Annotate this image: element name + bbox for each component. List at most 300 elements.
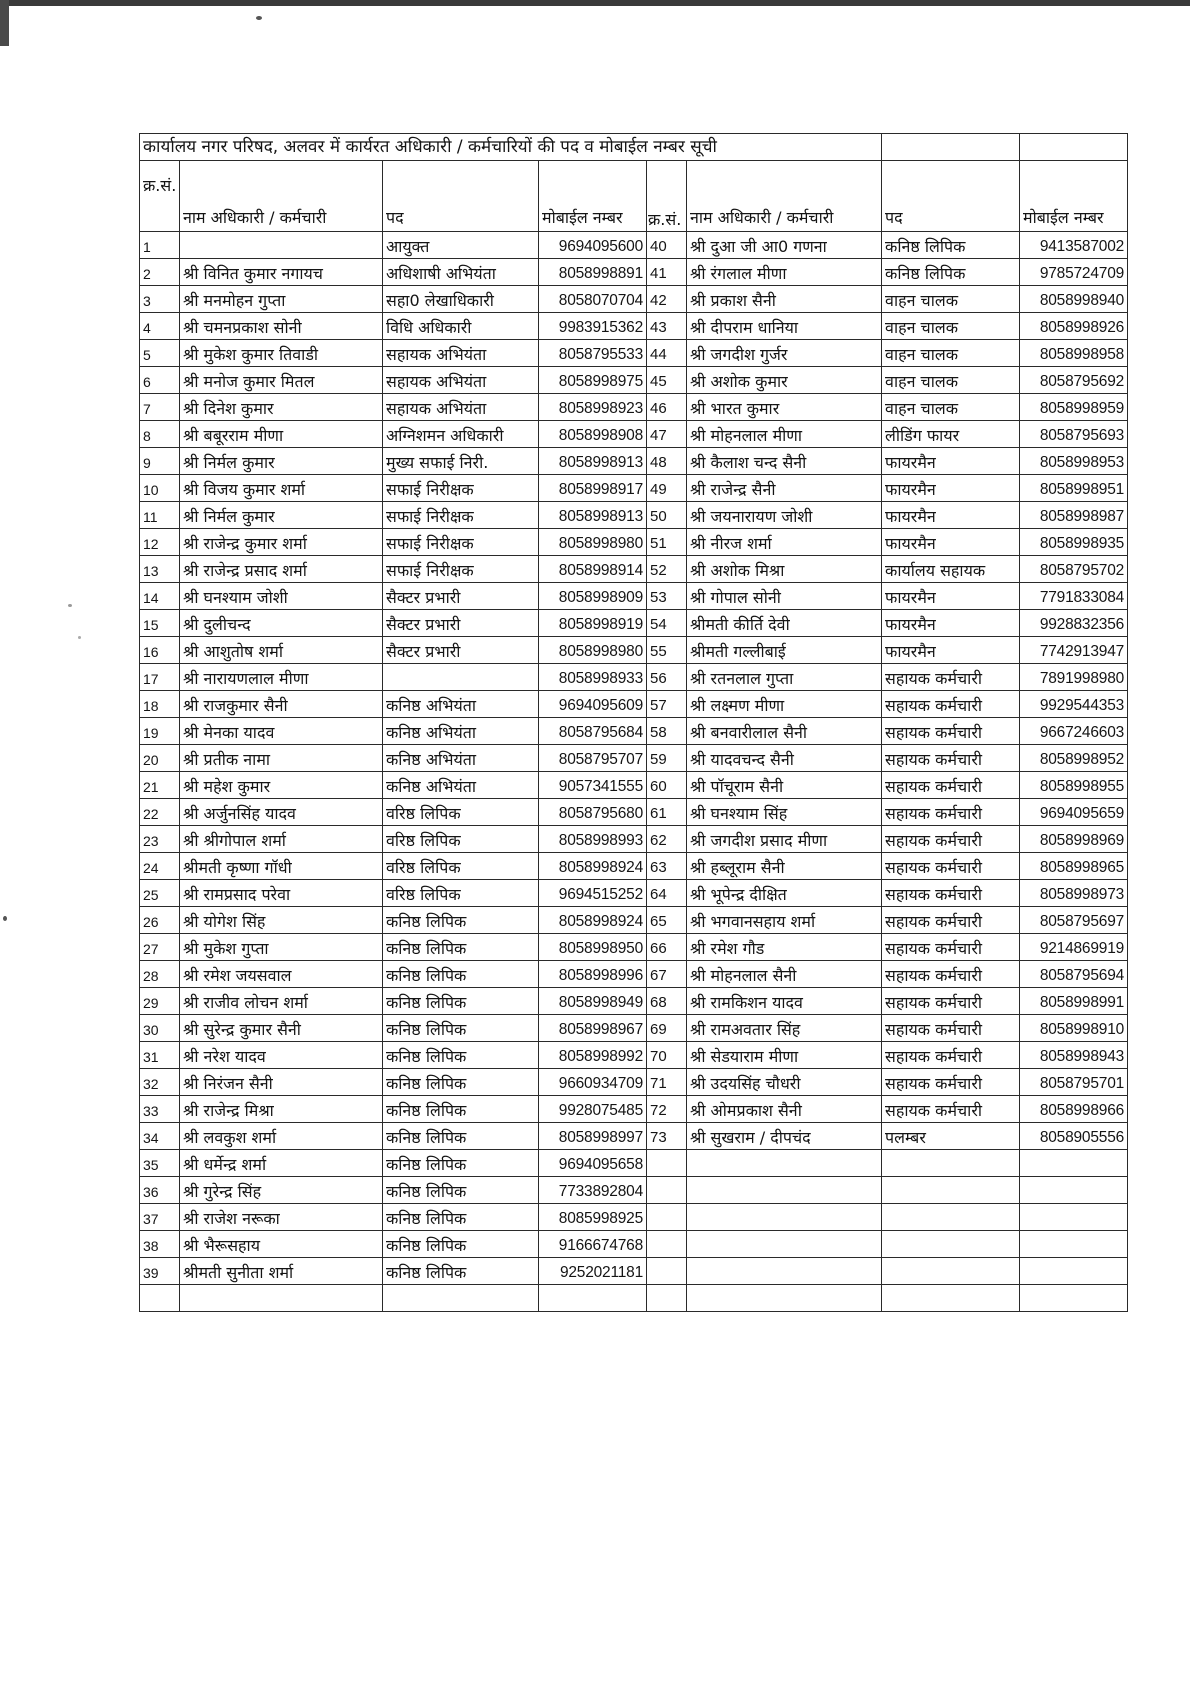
cell-name-2: श्री सेडयाराम मीणा	[687, 1042, 882, 1069]
cell-post: कनिष्ठ लिपिक	[383, 1150, 539, 1177]
cell-name-2	[687, 1231, 882, 1258]
cell-sn: 26	[140, 907, 180, 934]
cell-post: कनिष्ठ लिपिक	[383, 1096, 539, 1123]
cell-post: वरिष्ठ लिपिक	[383, 880, 539, 907]
cell-post-2: कार्यालय सहायक	[882, 556, 1020, 583]
cell-sn-2: 50	[647, 502, 687, 529]
cell-name: श्री महेश कुमार	[180, 772, 383, 799]
cell-name: श्री मनोज कुमार मितल	[180, 367, 383, 394]
cell-mobile-2	[1020, 1231, 1128, 1258]
cell-name-2: श्री घनश्याम सिंह	[687, 799, 882, 826]
cell-sn-2	[647, 1204, 687, 1231]
cell-post-2: सहायक कर्मचारी	[882, 1069, 1020, 1096]
cell-sn-2: 40	[647, 232, 687, 259]
cell-mobile: 8058795533	[539, 340, 647, 367]
cell-name: श्री नरेश यादव	[180, 1042, 383, 1069]
cell-name: श्री चमनप्रकाश सोनी	[180, 313, 383, 340]
cell-name: श्री दिनेश कुमार	[180, 394, 383, 421]
cell-sn-2: 66	[647, 934, 687, 961]
cell-mobile: 8058998924	[539, 907, 647, 934]
cell-name-2	[687, 1285, 882, 1312]
cell-post: कनिष्ठ लिपिक	[383, 1258, 539, 1285]
cell-sn-2: 46	[647, 394, 687, 421]
cell-name: श्री सुरेन्द्र कुमार सैनी	[180, 1015, 383, 1042]
cell-post: सहायक अभियंता	[383, 340, 539, 367]
cell-post: विधि अधिकारी	[383, 313, 539, 340]
cell-post-2: पलम्बर	[882, 1123, 1020, 1150]
cell-post-2: फायरमैन	[882, 475, 1020, 502]
cell-mobile	[539, 1285, 647, 1312]
cell-name-2: श्री मोहनलाल सैनी	[687, 961, 882, 988]
cell-sn: 31	[140, 1042, 180, 1069]
cell-name-2: श्री बनवारीलाल सैनी	[687, 718, 882, 745]
cell-mobile: 8058998980	[539, 637, 647, 664]
cell-name-2: श्री भगवानसहाय शर्मा	[687, 907, 882, 934]
cell-name-2: श्री उदयसिंह चौधरी	[687, 1069, 882, 1096]
table-row	[140, 583, 1128, 610]
cell-name-2	[687, 1177, 882, 1204]
cell-mobile: 8058998949	[539, 988, 647, 1015]
cell-post: सफाई निरीक्षक	[383, 556, 539, 583]
cell-sn-2: 69	[647, 1015, 687, 1042]
cell-sn-2: 43	[647, 313, 687, 340]
cell-name: श्री गुरेन्द्र सिंह	[180, 1177, 383, 1204]
cell-post: आयुक्त	[383, 232, 539, 259]
cell-sn: 34	[140, 1123, 180, 1150]
cell-post-2: फायरमैन	[882, 637, 1020, 664]
cell-post-2: सहायक कर्मचारी	[882, 826, 1020, 853]
cell-post: कनिष्ठ लिपिक	[383, 1015, 539, 1042]
cell-sn: 39	[140, 1258, 180, 1285]
table-row	[140, 421, 1128, 448]
cell-sn: 27	[140, 934, 180, 961]
cell-post-2: सहायक कर्मचारी	[882, 1015, 1020, 1042]
cell-mobile: 8058998914	[539, 556, 647, 583]
cell-name: श्री निरंजन सैनी	[180, 1069, 383, 1096]
cell-mobile: 9694095600	[539, 232, 647, 259]
cell-post: कनिष्ठ लिपिक	[383, 1069, 539, 1096]
cell-sn-2	[647, 1177, 687, 1204]
cell-post: सैक्टर प्रभारी	[383, 637, 539, 664]
cell-sn: 7	[140, 394, 180, 421]
table-row	[140, 502, 1128, 529]
cell-mobile-2: 8058998926	[1020, 313, 1128, 340]
cell-sn: 37	[140, 1204, 180, 1231]
cell-sn-2: 57	[647, 691, 687, 718]
cell-mobile: 8058795707	[539, 745, 647, 772]
cell-name: श्री दुलीचन्द	[180, 610, 383, 637]
cell-sn: 15	[140, 610, 180, 637]
cell-mobile-2: 8058998955	[1020, 772, 1128, 799]
cell-sn-2: 56	[647, 664, 687, 691]
cell-sn-2: 64	[647, 880, 687, 907]
staff-mobile-list-table	[139, 133, 1128, 1312]
cell-post-2: सहायक कर्मचारी	[882, 961, 1020, 988]
table-row	[140, 610, 1128, 637]
cell-post: अधिशाषी अभियंता	[383, 259, 539, 286]
cell-sn: 29	[140, 988, 180, 1015]
cell-name: श्री रमेश जयसवाल	[180, 961, 383, 988]
cell-post-2	[882, 1231, 1020, 1258]
table-row	[140, 907, 1128, 934]
cell-name	[180, 232, 383, 259]
cell-mobile: 8058998996	[539, 961, 647, 988]
header-sn-2: क्र.सं.	[647, 161, 687, 232]
cell-sn-2: 52	[647, 556, 687, 583]
cell-sn: 25	[140, 880, 180, 907]
table-row	[140, 1123, 1128, 1150]
cell-mobile: 9694515252	[539, 880, 647, 907]
cell-name: श्री धर्मेन्द्र शर्मा	[180, 1150, 383, 1177]
cell-sn-2: 60	[647, 772, 687, 799]
cell-post-2: सहायक कर्मचारी	[882, 718, 1020, 745]
header-post: पद	[383, 161, 539, 232]
cell-name-2: श्री कैलाश चन्द सैनी	[687, 448, 882, 475]
cell-sn: 14	[140, 583, 180, 610]
cell-sn-2: 47	[647, 421, 687, 448]
cell-post-2: कनिष्ठ लिपिक	[882, 259, 1020, 286]
cell-mobile-2: 8058998991	[1020, 988, 1128, 1015]
cell-post: कनिष्ठ लिपिक	[383, 1204, 539, 1231]
table-row	[140, 556, 1128, 583]
cell-name-2	[687, 1150, 882, 1177]
cell-post: कनिष्ठ अभियंता	[383, 745, 539, 772]
cell-post	[383, 664, 539, 691]
cell-mobile-2: 9929544353	[1020, 691, 1128, 718]
cell-mobile-2: 8058998910	[1020, 1015, 1128, 1042]
table-row	[140, 1285, 1128, 1312]
cell-mobile: 8058998923	[539, 394, 647, 421]
cell-post: सहायक अभियंता	[383, 394, 539, 421]
cell-mobile: 8058998917	[539, 475, 647, 502]
header-name: नाम अधिकारी / कर्मचारी	[180, 161, 383, 232]
cell-post-2	[882, 1204, 1020, 1231]
table-row	[140, 826, 1128, 853]
cell-post: सफाई निरीक्षक	[383, 475, 539, 502]
cell-name: श्री राजेन्द्र मिश्रा	[180, 1096, 383, 1123]
table-row	[140, 637, 1128, 664]
table-row	[140, 394, 1128, 421]
scan-speck	[78, 636, 81, 639]
cell-mobile-2: 8058795701	[1020, 1069, 1128, 1096]
cell-sn: 8	[140, 421, 180, 448]
cell-mobile: 8058998950	[539, 934, 647, 961]
cell-name: श्री अर्जुनसिंह यादव	[180, 799, 383, 826]
table-row	[140, 745, 1128, 772]
cell-post-2: सहायक कर्मचारी	[882, 1042, 1020, 1069]
cell-name: श्री विजय कुमार शर्मा	[180, 475, 383, 502]
cell-mobile-2: 8058998959	[1020, 394, 1128, 421]
cell-sn-2: 54	[647, 610, 687, 637]
cell-post-2: सहायक कर्मचारी	[882, 1096, 1020, 1123]
cell-mobile-2: 9928832356	[1020, 610, 1128, 637]
cell-post: कनिष्ठ लिपिक	[383, 1042, 539, 1069]
cell-sn-2: 70	[647, 1042, 687, 1069]
cell-post-2: वाहन चालक	[882, 394, 1020, 421]
cell-sn-2: 61	[647, 799, 687, 826]
cell-post: वरिष्ठ लिपिक	[383, 853, 539, 880]
cell-mobile-2	[1020, 1150, 1128, 1177]
table-row	[140, 1042, 1128, 1069]
cell-name-2: श्री मोहनलाल मीणा	[687, 421, 882, 448]
cell-post-2: सहायक कर्मचारी	[882, 799, 1020, 826]
cell-sn: 19	[140, 718, 180, 745]
cell-sn: 11	[140, 502, 180, 529]
cell-sn-2	[647, 1258, 687, 1285]
cell-name-2: श्री भूपेन्द्र दीक्षित	[687, 880, 882, 907]
cell-post-2: लीडिंग फायर	[882, 421, 1020, 448]
cell-mobile: 9166674768	[539, 1231, 647, 1258]
cell-name-2: श्रीमती गल्लीबाई	[687, 637, 882, 664]
cell-post-2	[882, 1177, 1020, 1204]
cell-name-2: श्रीमती कीर्ति देवी	[687, 610, 882, 637]
header-sn: क्र.सं.	[140, 161, 180, 232]
cell-sn	[140, 1285, 180, 1312]
cell-post-2: सहायक कर्मचारी	[882, 880, 1020, 907]
cell-mobile-2: 8058795694	[1020, 961, 1128, 988]
cell-mobile-2: 8058795697	[1020, 907, 1128, 934]
cell-sn: 38	[140, 1231, 180, 1258]
cell-name-2	[687, 1204, 882, 1231]
cell-name-2: श्री रमेश गौड	[687, 934, 882, 961]
cell-sn-2: 49	[647, 475, 687, 502]
cell-sn-2: 62	[647, 826, 687, 853]
cell-mobile: 8058998993	[539, 826, 647, 853]
table-row	[140, 1150, 1128, 1177]
cell-name: श्री मनमोहन गुप्ता	[180, 286, 383, 313]
cell-mobile-2: 8058905556	[1020, 1123, 1128, 1150]
scan-speck	[68, 604, 72, 607]
cell-name: श्री रामप्रसाद परेवा	[180, 880, 383, 907]
cell-mobile-2: 9667246603	[1020, 718, 1128, 745]
cell-mobile: 8058998913	[539, 448, 647, 475]
cell-sn-2: 53	[647, 583, 687, 610]
table-row	[140, 961, 1128, 988]
cell-sn: 1	[140, 232, 180, 259]
cell-sn: 5	[140, 340, 180, 367]
cell-post-2: वाहन चालक	[882, 286, 1020, 313]
cell-sn: 35	[140, 1150, 180, 1177]
cell-name: श्री राजेन्द्र कुमार शर्मा	[180, 529, 383, 556]
cell-name: श्री आशुतोष शर्मा	[180, 637, 383, 664]
cell-mobile-2: 8058998965	[1020, 853, 1128, 880]
cell-mobile-2: 8058998966	[1020, 1096, 1128, 1123]
cell-sn: 6	[140, 367, 180, 394]
cell-sn: 32	[140, 1069, 180, 1096]
cell-mobile: 8058795684	[539, 718, 647, 745]
cell-sn: 33	[140, 1096, 180, 1123]
cell-post-2	[882, 1258, 1020, 1285]
cell-sn: 3	[140, 286, 180, 313]
table-row	[140, 853, 1128, 880]
cell-name: श्री बबूरराम मीणा	[180, 421, 383, 448]
cell-post: कनिष्ठ लिपिक	[383, 988, 539, 1015]
table-row	[140, 1069, 1128, 1096]
cell-name	[180, 1285, 383, 1312]
cell-post: अग्निशमन अधिकारी	[383, 421, 539, 448]
cell-mobile-2: 8058998987	[1020, 502, 1128, 529]
cell-post-2: फायरमैन	[882, 610, 1020, 637]
cell-post-2: सहायक कर्मचारी	[882, 745, 1020, 772]
cell-sn-2: 58	[647, 718, 687, 745]
cell-name: श्री नारायणलाल मीणा	[180, 664, 383, 691]
cell-mobile-2: 8058998958	[1020, 340, 1128, 367]
cell-mobile: 8058998967	[539, 1015, 647, 1042]
cell-mobile: 9660934709	[539, 1069, 647, 1096]
cell-mobile: 8058070704	[539, 286, 647, 313]
cell-name-2: श्री यादवचन्द सैनी	[687, 745, 882, 772]
cell-post-2: फायरमैन	[882, 529, 1020, 556]
cell-name: श्री लवकुश शर्मा	[180, 1123, 383, 1150]
cell-sn: 30	[140, 1015, 180, 1042]
cell-post: वरिष्ठ लिपिक	[383, 799, 539, 826]
table-row	[140, 1177, 1128, 1204]
header-mobile-2: मोबाईल नम्बर	[1020, 161, 1128, 232]
table-row	[140, 691, 1128, 718]
table-row	[140, 313, 1128, 340]
cell-sn: 21	[140, 772, 180, 799]
cell-post: कनिष्ठ अभियंता	[383, 691, 539, 718]
cell-mobile: 8085998925	[539, 1204, 647, 1231]
cell-post: कनिष्ठ लिपिक	[383, 934, 539, 961]
cell-mobile-2: 8058795692	[1020, 367, 1128, 394]
cell-post-2	[882, 1150, 1020, 1177]
cell-name-2: श्री प्रकाश सैनी	[687, 286, 882, 313]
table-row	[140, 529, 1128, 556]
cell-mobile: 9252021181	[539, 1258, 647, 1285]
cell-mobile: 8058998975	[539, 367, 647, 394]
cell-name-2: श्री अशोक मिश्रा	[687, 556, 882, 583]
cell-sn-2: 44	[647, 340, 687, 367]
header-name-2: नाम अधिकारी / कर्मचारी	[687, 161, 882, 232]
cell-name: श्री मेनका यादव	[180, 718, 383, 745]
cell-mobile: 8058795680	[539, 799, 647, 826]
table-row	[140, 367, 1128, 394]
cell-sn: 20	[140, 745, 180, 772]
cell-mobile-2: 9214869919	[1020, 934, 1128, 961]
cell-name-2: श्री लक्ष्मण मीणा	[687, 691, 882, 718]
cell-sn-2: 72	[647, 1096, 687, 1123]
cell-post-2: फायरमैन	[882, 502, 1020, 529]
cell-name-2: श्री जगदीश गुर्जर	[687, 340, 882, 367]
cell-name-2: श्री अशोक कुमार	[687, 367, 882, 394]
cell-post-2: सहायक कर्मचारी	[882, 691, 1020, 718]
cell-sn: 36	[140, 1177, 180, 1204]
cell-name-2: श्री रामअवतार सिंह	[687, 1015, 882, 1042]
cell-post-2: फायरमैन	[882, 583, 1020, 610]
cell-name: श्री मुकेश गुप्ता	[180, 934, 383, 961]
cell-name-2: श्री भारत कुमार	[687, 394, 882, 421]
cell-mobile-2: 7742913947	[1020, 637, 1128, 664]
cell-mobile-2: 8058998940	[1020, 286, 1128, 313]
cell-sn-2: 41	[647, 259, 687, 286]
cell-post: कनिष्ठ अभियंता	[383, 772, 539, 799]
cell-sn: 10	[140, 475, 180, 502]
cell-post-2: कनिष्ठ लिपिक	[882, 232, 1020, 259]
cell-sn: 28	[140, 961, 180, 988]
cell-post-2: वाहन चालक	[882, 367, 1020, 394]
cell-mobile-2: 7891998980	[1020, 664, 1128, 691]
cell-post: कनिष्ठ लिपिक	[383, 961, 539, 988]
table-row	[140, 664, 1128, 691]
cell-sn: 18	[140, 691, 180, 718]
scan-edge-top	[0, 0, 1190, 6]
table-row	[140, 988, 1128, 1015]
table-row	[140, 1096, 1128, 1123]
cell-name: श्री निर्मल कुमार	[180, 448, 383, 475]
cell-post-2	[882, 1285, 1020, 1312]
cell-name: श्रीमती कृष्णा गॉधी	[180, 853, 383, 880]
document-title: कार्यालय नगर परिषद, अलवर में कार्यरत अधिकारी / कर्मचारियों की पद व मोबाईल नम्बर सूची	[140, 134, 882, 161]
cell-mobile-2	[1020, 1177, 1128, 1204]
table-row	[140, 1231, 1128, 1258]
table-row	[140, 286, 1128, 313]
cell-mobile: 8058998919	[539, 610, 647, 637]
cell-name-2: श्री हब्लूराम सैनी	[687, 853, 882, 880]
cell-post-2: वाहन चालक	[882, 313, 1020, 340]
cell-mobile: 8058998909	[539, 583, 647, 610]
cell-name-2: श्री रामकिशन यादव	[687, 988, 882, 1015]
cell-mobile-2: 8058998943	[1020, 1042, 1128, 1069]
cell-sn: 13	[140, 556, 180, 583]
cell-name: श्री योगेश सिंह	[180, 907, 383, 934]
title-blank-cell	[1020, 134, 1128, 161]
cell-post: कनिष्ठ लिपिक	[383, 1123, 539, 1150]
cell-sn: 24	[140, 853, 180, 880]
table-row	[140, 1015, 1128, 1042]
table-row	[140, 799, 1128, 826]
cell-name-2: श्री राजेन्द्र सैनी	[687, 475, 882, 502]
cell-mobile-2: 9413587002	[1020, 232, 1128, 259]
cell-mobile-2: 8058998953	[1020, 448, 1128, 475]
cell-sn: 22	[140, 799, 180, 826]
cell-mobile-2: 9785724709	[1020, 259, 1128, 286]
cell-name: श्री राजेन्द्र प्रसाद शर्मा	[180, 556, 383, 583]
cell-mobile: 8058998933	[539, 664, 647, 691]
cell-mobile-2: 8058998951	[1020, 475, 1128, 502]
table-row	[140, 232, 1128, 259]
cell-name: श्री श्रीगोपाल शर्मा	[180, 826, 383, 853]
cell-sn-2: 73	[647, 1123, 687, 1150]
cell-post-2: सहायक कर्मचारी	[882, 664, 1020, 691]
cell-sn: 12	[140, 529, 180, 556]
cell-mobile-2: 8058795702	[1020, 556, 1128, 583]
scan-speck	[3, 916, 7, 921]
cell-sn: 17	[140, 664, 180, 691]
cell-post-2: सहायक कर्मचारी	[882, 988, 1020, 1015]
cell-post: सहा0 लेखाधिकारी	[383, 286, 539, 313]
cell-mobile-2: 8058998952	[1020, 745, 1128, 772]
cell-mobile: 8058998908	[539, 421, 647, 448]
title-blank-cell	[882, 134, 1020, 161]
cell-post-2: सहायक कर्मचारी	[882, 934, 1020, 961]
table-row	[140, 475, 1128, 502]
cell-sn-2: 68	[647, 988, 687, 1015]
cell-post: सहायक अभियंता	[383, 367, 539, 394]
cell-sn: 23	[140, 826, 180, 853]
cell-name-2: श्री रतनलाल गुप्ता	[687, 664, 882, 691]
table-row	[140, 772, 1128, 799]
cell-mobile-2: 9694095659	[1020, 799, 1128, 826]
cell-name: श्री निर्मल कुमार	[180, 502, 383, 529]
cell-mobile-2: 8058998969	[1020, 826, 1128, 853]
cell-name: श्री राजकुमार सैनी	[180, 691, 383, 718]
table-row	[140, 340, 1128, 367]
header-post-2: पद	[882, 161, 1020, 232]
title-row	[140, 134, 1128, 161]
scan-edge-left	[0, 0, 9, 46]
table-row	[140, 1258, 1128, 1285]
